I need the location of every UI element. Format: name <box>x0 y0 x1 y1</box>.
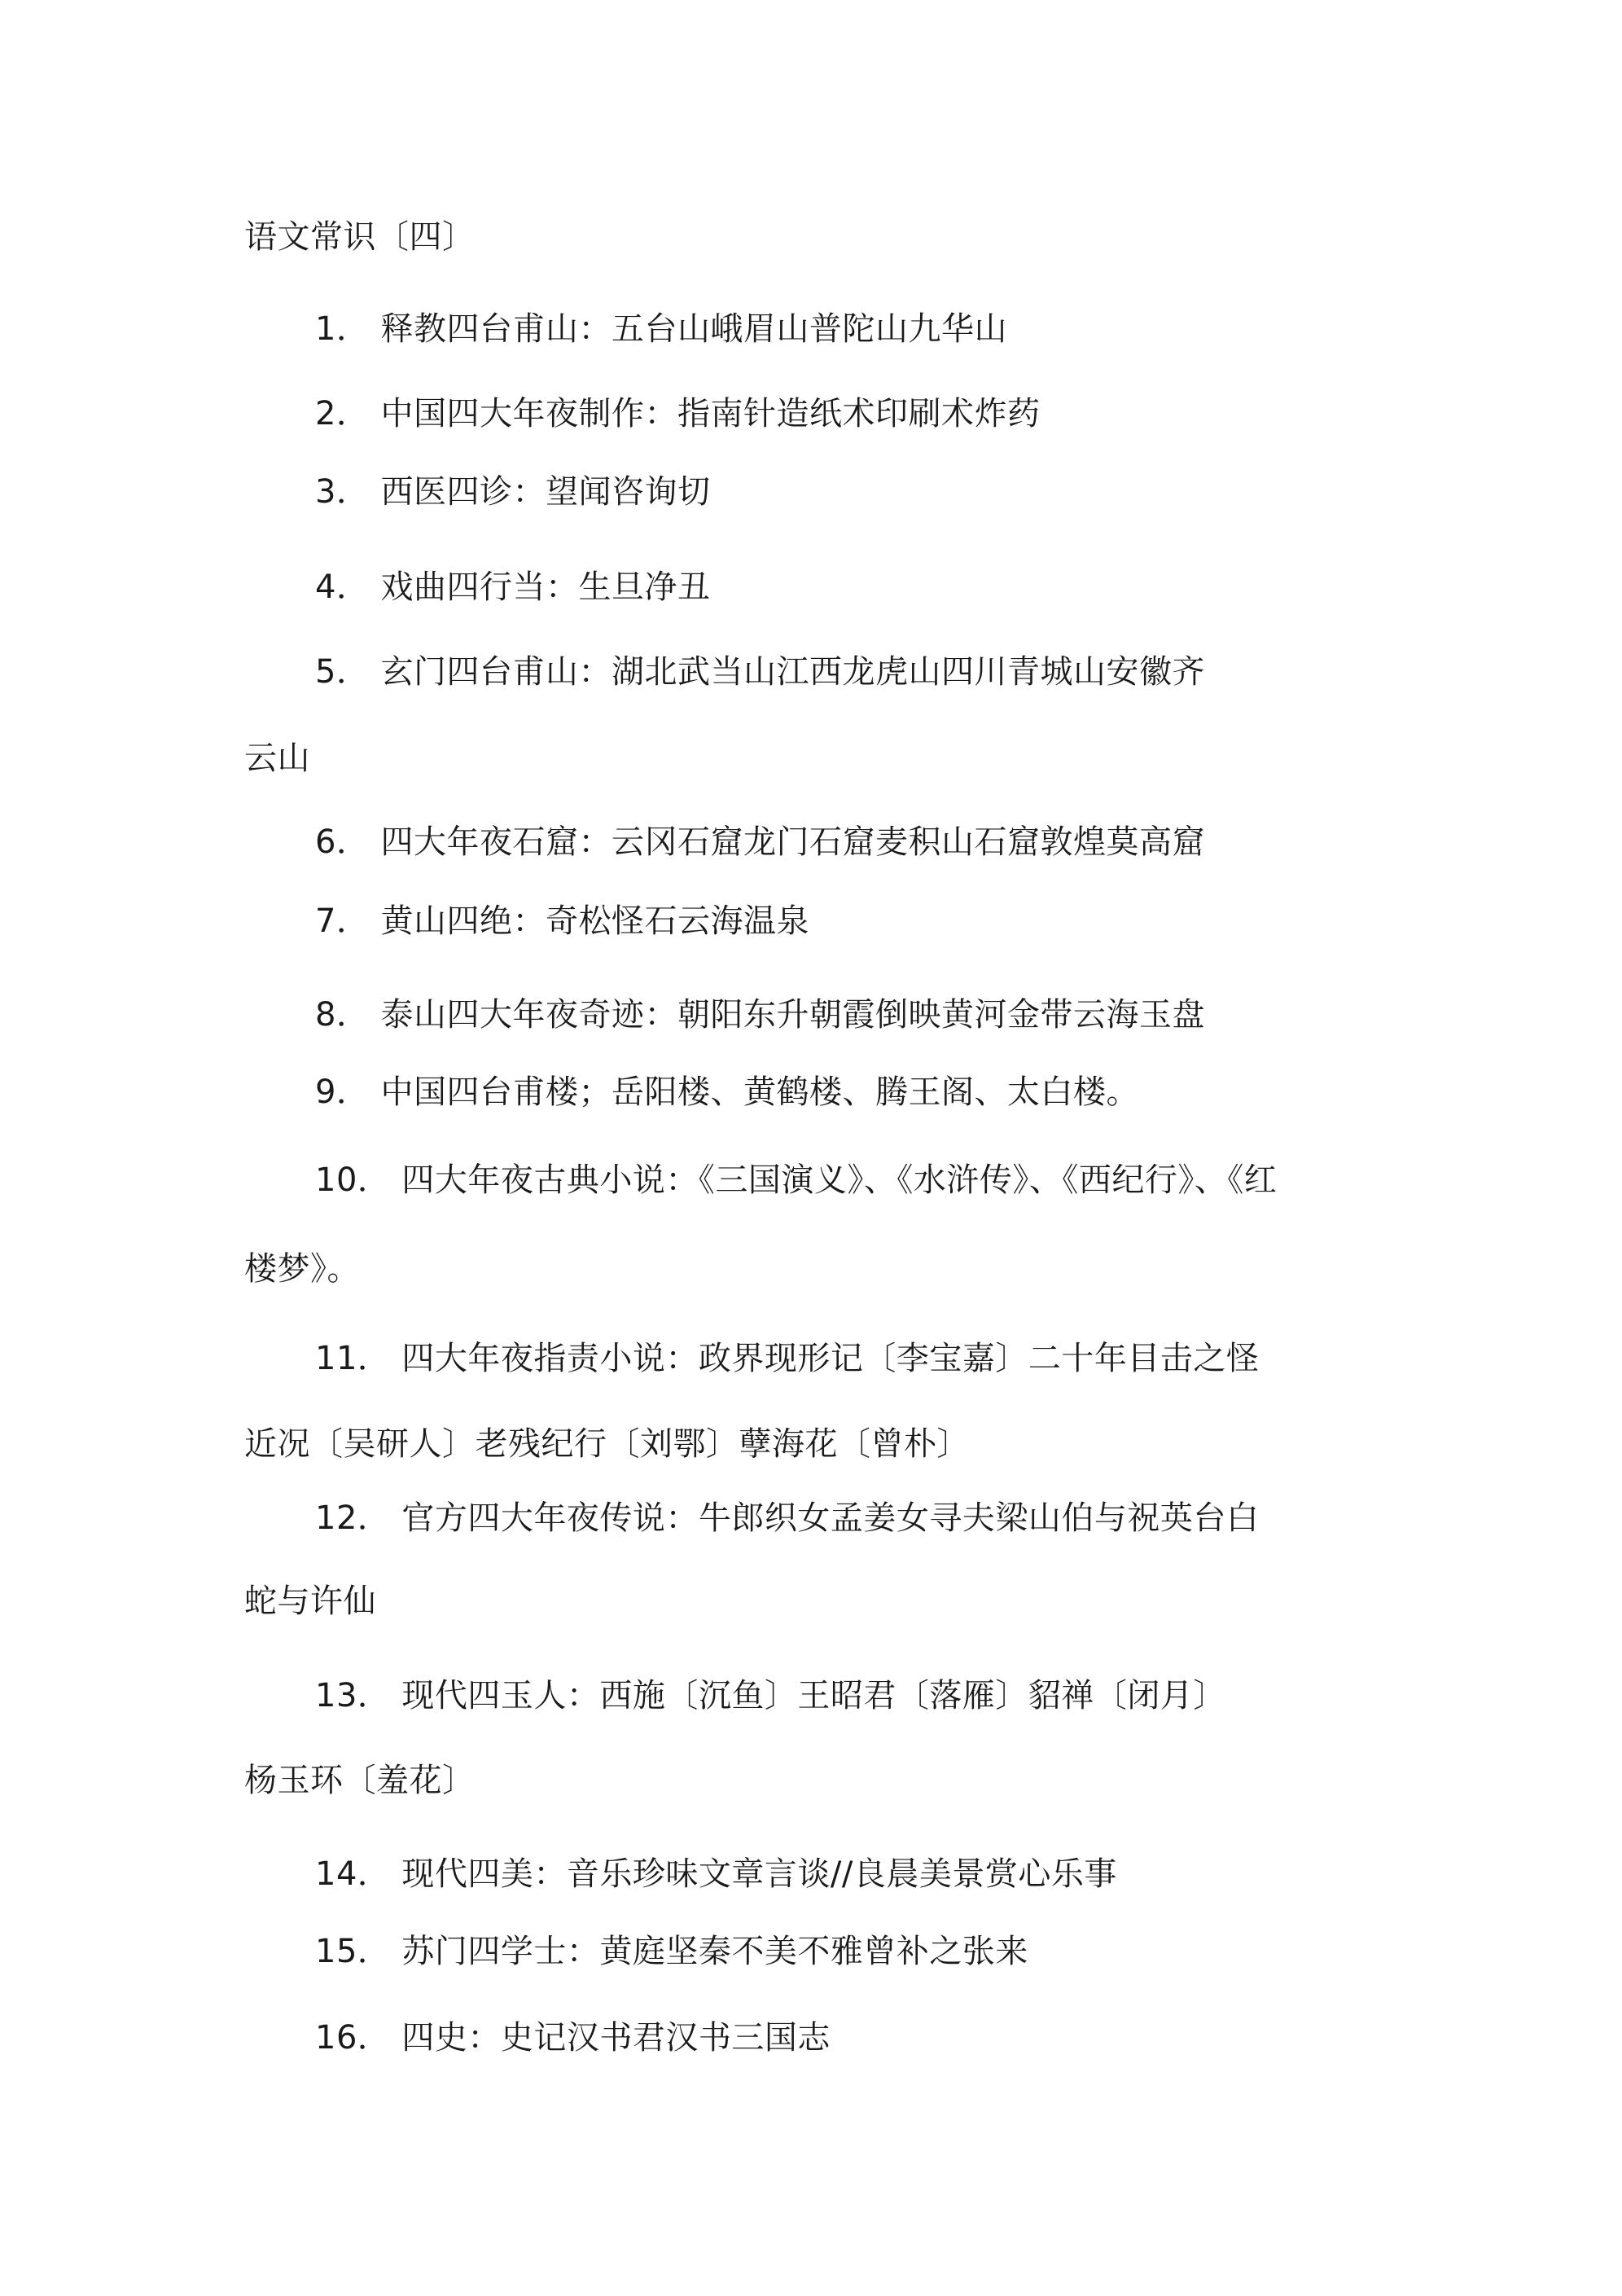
list-item-10 <box>315 1161 1277 1200</box>
list-item-6 <box>315 823 1205 862</box>
list-item-text: 泰山四大年夜奇迹：朝阳东升朝霞倒映黄河金带云海玉盘 <box>380 996 1205 1034</box>
list-item-number: 16． <box>315 2019 391 2057</box>
list-item-number: 8． <box>315 996 370 1034</box>
list-item-number: 2． <box>315 395 370 432</box>
list-item-4 <box>315 568 710 607</box>
list-item-text: 中国四台甫楼；岳阳楼、黄鹤楼、腾王阁、太白楼。 <box>380 1073 1139 1111</box>
list-item-number: 9． <box>315 1073 370 1111</box>
list-item-12-continuation: 蛇与许仙 <box>244 1583 376 1620</box>
list-item-text: 现代四玉人：西施〔沉鱼〕王昭君〔落雁〕貂禅〔闭月〕 <box>401 1677 1226 1714</box>
list-item-13 <box>315 1676 1226 1715</box>
list-item-number: 14． <box>315 1855 391 1893</box>
list-item-9 <box>315 1073 1139 1112</box>
list-item-number: 1． <box>315 310 370 348</box>
list-item-number: 15． <box>315 1933 391 1970</box>
list-item-number: 5． <box>315 653 370 691</box>
list-item-5-continuation: 云山 <box>244 740 310 777</box>
list-item-number: 13． <box>315 1677 391 1714</box>
list-item-3 <box>315 472 710 511</box>
list-item-text: 苏门四学士：黄庭坚秦不美不雅曾补之张来 <box>401 1933 1028 1970</box>
list-item-text: 戏曲四行当：生旦净丑 <box>380 569 711 606</box>
list-item-10-continuation: 楼梦》。 <box>244 1250 360 1288</box>
list-item-text: 四大年夜石窟：云冈石窟龙门石窟麦积山石窟敦煌莫高窟 <box>380 823 1205 861</box>
list-item-14 <box>315 1855 1117 1894</box>
list-item-15 <box>315 1932 1028 1971</box>
list-item-text: 四史：史记汉书君汉书三国志 <box>401 2019 831 2057</box>
list-item-8 <box>315 995 1205 1034</box>
document-title: 语文常识〔四〕 <box>244 218 476 256</box>
list-item-number: 7． <box>315 902 370 940</box>
list-item-number: 12． <box>315 1499 391 1537</box>
list-item-text: 四大年夜指责小说：政界现形记〔李宝嘉〕二十年目击之怪 <box>401 1340 1260 1377</box>
list-item-11 <box>315 1339 1259 1378</box>
list-item-13-continuation: 杨玉环〔羞花〕 <box>244 1762 476 1799</box>
list-item-2 <box>315 394 1040 433</box>
list-item-text: 黄山四绝：奇松怪石云海温泉 <box>380 902 809 940</box>
list-item-text: 官方四大年夜传说：牛郎织女孟姜女寻夫梁山伯与祝英台白 <box>401 1499 1260 1537</box>
list-item-number: 3． <box>315 473 370 511</box>
list-item-16 <box>315 2018 831 2057</box>
list-item-number: 4． <box>315 569 370 606</box>
list-item-number: 6． <box>315 823 370 861</box>
list-item-text: 西医四诊：望闻咨询切 <box>380 473 711 511</box>
list-item-text: 现代四美：音乐珍味文章言谈//良晨美景赏心乐事 <box>401 1855 1117 1893</box>
list-item-text: 四大年夜古典小说：《三国演义》、《水浒传》、《西纪行》、《红 <box>401 1161 1278 1199</box>
list-item-number: 10． <box>315 1161 391 1199</box>
list-item-7 <box>315 902 809 941</box>
list-item-1 <box>315 309 1007 349</box>
list-item-12 <box>315 1499 1259 1538</box>
list-item-11-continuation: 近况〔吴研人〕老残纪行〔刘鄂〕孽海花〔曾朴〕 <box>244 1425 970 1463</box>
list-item-text: 中国四大年夜制作：指南针造纸术印刷术炸药 <box>380 395 1041 432</box>
list-item-text: 释教四台甫山：五台山峨眉山普陀山九华山 <box>380 310 1007 348</box>
list-item-number: 11． <box>315 1340 391 1377</box>
list-item-text: 玄门四台甫山：湖北武当山江西龙虎山四川青城山安徽齐 <box>380 653 1205 691</box>
list-item-5 <box>315 652 1205 691</box>
